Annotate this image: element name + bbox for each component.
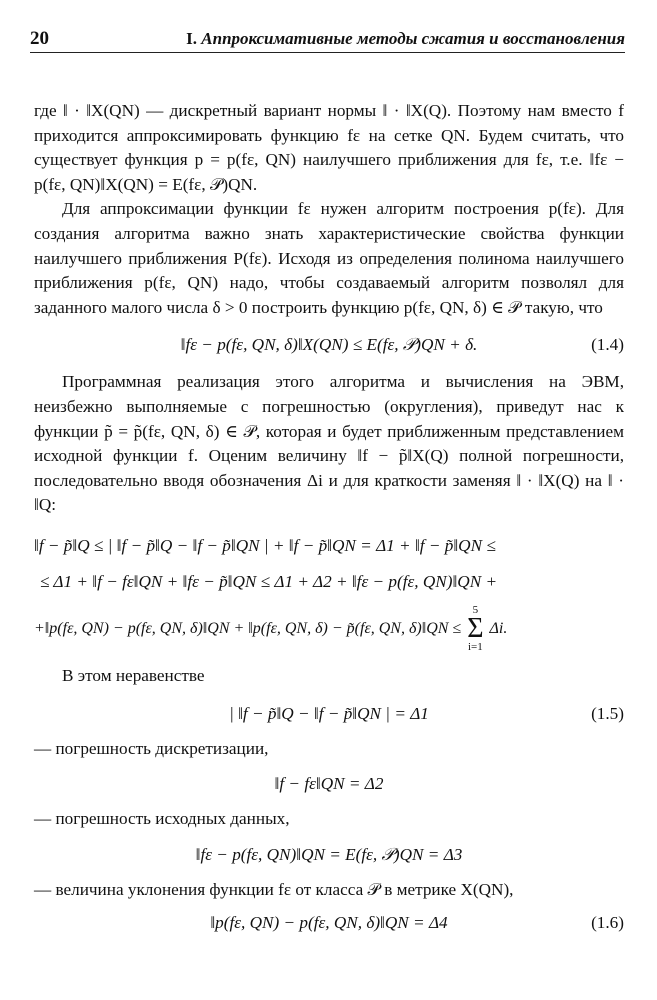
chapter-roman: I.: [186, 29, 198, 48]
equation-1-4-formula: ‖fε − p(fε, QN, δ)‖X(QN) ≤ E(fε, 𝒫)QN + δ.: [180, 335, 478, 355]
chain-line-2: ≤ Δ1 + ‖f − fε‖QN + ‖fε − p̃‖QN ≤ Δ1 + Δ2 + ‖fε − p(fε, QN)‖QN +: [40, 571, 498, 591]
equation-1-5-formula: | ‖f − p̃‖Q − ‖f − p̃‖QN | = Δ1: [229, 703, 429, 723]
chapter-title: Аппроксимативные методы сжатия и восстановления: [201, 29, 625, 48]
page-header: [30, 24, 625, 53]
sum-operator: [467, 605, 483, 653]
equation-1-4: [34, 328, 624, 362]
paragraph-5: — погрешность дискретизации,: [34, 738, 269, 758]
equation-1-5: [34, 697, 624, 731]
equation-delta-3-formula: ‖fε − p(fε, QN)‖QN = E(fε, 𝒫)QN = Δ3: [195, 844, 463, 864]
chain-line-1: ‖f − p̃‖Q ≤ | ‖f − p̃‖Q − ‖f − p̃‖QN | + ‖f − p̃‖QN = Δ1 + ‖f − p̃‖QN ≤: [34, 535, 496, 555]
equation-1-5-tag: (1.5): [591, 703, 624, 723]
chain-line-3-tail: Δi.: [489, 619, 508, 637]
equation-delta-2: [34, 767, 624, 801]
sum-lower-limit: i=1: [468, 641, 483, 654]
equation-1-6-tag: (1.6): [591, 913, 624, 933]
chain-line-3: [34, 604, 624, 654]
paragraph-4: В этом неравенстве: [62, 665, 205, 685]
sum-upper-limit: 5: [472, 604, 479, 617]
running-head: [186, 29, 625, 49]
error-chain: [34, 528, 624, 654]
page-number: 20: [30, 28, 49, 49]
paragraph-7: — величина уклонения функции fε от класса 𝒫 в метрике X(QN),: [34, 879, 514, 899]
page-body: [34, 99, 624, 940]
sum-sigma: Σ: [467, 613, 484, 645]
equation-1-6: [34, 906, 624, 940]
equation-1-6-formula: ‖p(fε, QN) − p(fε, QN, δ)‖QN = Δ4: [210, 913, 448, 933]
equation-1-4-tag: (1.4): [591, 335, 624, 355]
equation-delta-2-formula: ‖f − fε‖QN = Δ2: [274, 774, 384, 794]
paragraph-6: — погрешность исходных данных,: [34, 809, 290, 829]
paragraph-1: где ‖ · ‖X(QN) — дискретный вариант нормы ‖ · ‖X(Q). Поэтому нам вместо f приходится аппроксимировать функцию fε на сетке QN. Будем считать, что существует функция p = p(fε, QN) наилучшего приближения для fε, т.е. ‖fε − p(fε, QN)‖X(QN) = E(fε, 𝒫)QN.: [34, 101, 624, 194]
equation-delta-3: [34, 838, 624, 872]
chain-line-3-main: +‖p(fε, QN) − p(fε, QN, δ)‖QN + ‖p(fε, QN, δ) − p̃(fε, QN, δ)‖QN ≤: [34, 619, 462, 637]
paragraph-3: Программная реализация этого алгоритма и вычисления на ЭВМ, неизбежно выполняемые с погрешностью (округления), приведут нас к функции p̃ = p̃(fε, QN, δ) ∈ 𝒫, которая и будет приближенным представлением исходной функции f. Оценим величину ‖f − p̃‖X(Q) полной погрешности, последовательно вводя обозначения Δi и для краткости заменяя ‖ · ‖X(Q) на ‖ · ‖Q:: [34, 372, 624, 515]
paragraph-2: Для аппроксимации функции fε нужен алгоритм построения p(fε). Для создания алгоритма важно знать характеристические свойства функции наилучшего приближения P(fε). Исходя из определения полинома наилучшего приближения p(fε, QN) надо, чтобы создаваемый алгоритм позволял для заданного малого числа δ > 0 построить функцию p(fε, QN, δ) ∈ 𝒫 такую, что: [34, 199, 624, 317]
